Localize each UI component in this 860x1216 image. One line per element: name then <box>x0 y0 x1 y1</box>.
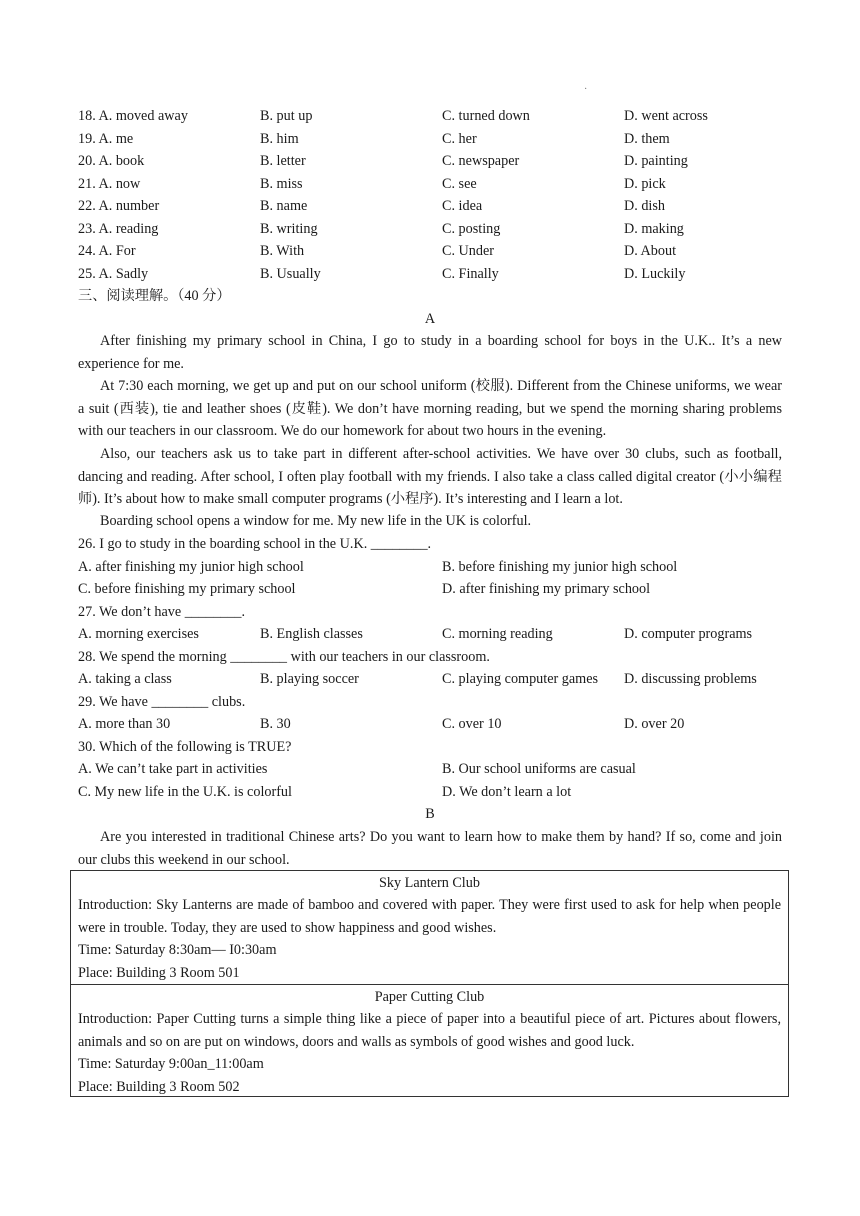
option-a: A. We can’t take part in activities <box>78 761 268 777</box>
option-b: B. before finishing my junior high school <box>442 558 678 575</box>
option-a: 25. A. Sadly <box>78 265 149 282</box>
option-b: B. him <box>260 130 299 147</box>
option-a: 24. A. For <box>78 243 136 259</box>
question-options-row <box>78 668 782 690</box>
passage-a-paragraph: At 7:30 each morning, we get up and put on our school uniform (校服). Different from the Chinese uniforms, we wear a suit (西装), tie and leather shoes (皮鞋). We don’t have morning reading, but we spend the morning sharing problems with our teachers in our classroom. We do our homework for about two hours in the evening. <box>78 378 782 440</box>
option-a: 22. A. number <box>78 198 160 214</box>
option-d: D. painting <box>624 153 688 169</box>
question-options-row <box>78 781 782 803</box>
club-table-cell <box>70 984 789 1097</box>
option-b: B. With <box>260 243 305 259</box>
option-c: C. see <box>442 175 477 192</box>
passage-b-intro: Are you interested in traditional Chinese arts? Do you want to learn how to make them by hand? If so, come and join our clubs this weekend in our school. <box>78 829 782 868</box>
question-options-row <box>78 713 782 735</box>
option-c: C. playing computer games <box>442 671 599 687</box>
question-stem: 26. I go to study in the boarding school in the U.K. ________. <box>78 536 432 552</box>
stray-dot: · <box>584 84 588 95</box>
option-d: D. About <box>624 243 677 259</box>
question-options-row <box>78 623 782 645</box>
option-d: D. them <box>624 130 670 147</box>
club-introduction: Introduction: Paper Cutting turns a simple thing like a piece of paper into a beautiful piece of art. Pictures about flowers, animals and so on are put on windows, doors and walls as symbols of good wishes and good luck. <box>78 1011 781 1050</box>
option-a: 21. A. now <box>78 175 141 192</box>
option-c: C. idea <box>442 198 483 214</box>
question-stem: 29. We have ________ clubs. <box>78 693 246 710</box>
option-b: B. playing soccer <box>260 671 359 687</box>
option-c: C. turned down <box>442 108 530 124</box>
cloze-option-row <box>78 195 782 217</box>
option-d: D. We don’t learn a lot <box>442 783 572 800</box>
passage-a-label: A <box>424 311 436 327</box>
cloze-option-row <box>78 150 782 172</box>
question-stem: 30. Which of the following is TRUE? <box>78 738 292 755</box>
cloze-option-row <box>78 218 782 240</box>
option-c: C. Under <box>442 243 495 259</box>
cloze-option-row <box>78 173 782 195</box>
section-heading: 三、阅读理解。（40 分） <box>78 288 231 304</box>
option-b: B. miss <box>260 175 303 192</box>
option-b: B. put up <box>260 108 313 124</box>
option-d: D. discussing problems <box>624 671 757 687</box>
option-c: C. before finishing my primary school <box>78 581 296 597</box>
club-place: Place: Building 3 Room 501 <box>78 964 240 981</box>
option-a: 19. A. me <box>78 130 134 147</box>
option-b: B. Usually <box>260 265 321 282</box>
club-table-cell <box>70 870 789 985</box>
passage-a-paragraph: Boarding school opens a window for me. My new life in the UK is colorful. <box>100 513 532 529</box>
option-a: A. after finishing my junior high school <box>78 558 304 575</box>
option-c: C. Finally <box>442 265 499 282</box>
option-d: D. dish <box>624 198 665 214</box>
passage-a-paragraph: Also, our teachers ask us to take part in different after-school activities. We have over 30 clubs, such as football, dancing and reading. After school, I often play football with my friends. I also take a class called digital creator (小小编程师). It’s about how to make small computer programs (小程序). It’s interesting and I learn a lot. <box>78 446 782 508</box>
option-d: D. over 20 <box>624 716 685 732</box>
club-title: Sky Lantern Club <box>379 875 480 891</box>
option-a: 18. A. moved away <box>78 108 188 124</box>
cloze-option-row <box>78 240 782 262</box>
option-b: B. Our school uniforms are casual <box>442 761 636 777</box>
question-options-row <box>78 758 782 780</box>
option-c: C. morning reading <box>442 626 553 642</box>
club-introduction: Introduction: Sky Lanterns are made of bamboo and covered with paper. They were first used to ask for help when people were in trouble. Today, they are used to show happiness and good wishes. <box>78 897 781 936</box>
cloze-option-row <box>78 263 782 285</box>
option-b: B. name <box>260 198 308 214</box>
option-c: C. newspaper <box>442 153 520 169</box>
option-c: C. My new life in the U.K. is colorful <box>78 783 292 800</box>
option-b: B. 30 <box>260 716 291 732</box>
option-d: D. making <box>624 220 684 237</box>
club-place: Place: Building 3 Room 502 <box>78 1078 240 1095</box>
option-a: 20. A. book <box>78 153 145 169</box>
club-time: Time: Saturday 8:30am— I0:30am <box>78 942 277 959</box>
option-a: A. morning exercises <box>78 626 199 642</box>
question-options-row <box>78 556 782 578</box>
question-stem: 28. We spend the morning ________ with our teachers in our classroom. <box>78 648 490 665</box>
question-stem: 27. We don’t have ________. <box>78 603 245 620</box>
option-d: D. computer programs <box>624 626 753 642</box>
cloze-option-row <box>78 105 782 127</box>
option-d: D. after finishing my primary school <box>442 581 651 597</box>
option-c: C. over 10 <box>442 716 502 732</box>
club-time: Time: Saturday 9:00an_11:00am <box>78 1056 264 1073</box>
option-b: B. letter <box>260 153 306 169</box>
option-b: B. writing <box>260 220 318 237</box>
passage-a-paragraph: After finishing my primary school in China, I go to study in a boarding school for boys in the U.K.. It’s a new experience for me. <box>78 333 782 372</box>
cloze-option-row <box>78 128 782 150</box>
option-c: C. posting <box>442 220 501 237</box>
passage-b-label: B <box>425 806 435 822</box>
option-a: 23. A. reading <box>78 220 159 237</box>
option-c: C. her <box>442 130 477 147</box>
option-a: A. taking a class <box>78 671 172 687</box>
option-b: B. English classes <box>260 626 363 642</box>
option-d: D. Luckily <box>624 265 686 282</box>
option-a: A. more than 30 <box>78 716 171 732</box>
option-d: D. went across <box>624 108 708 124</box>
option-d: D. pick <box>624 175 666 192</box>
club-title: Paper Cutting Club <box>374 989 485 1005</box>
question-options-row <box>78 578 782 600</box>
